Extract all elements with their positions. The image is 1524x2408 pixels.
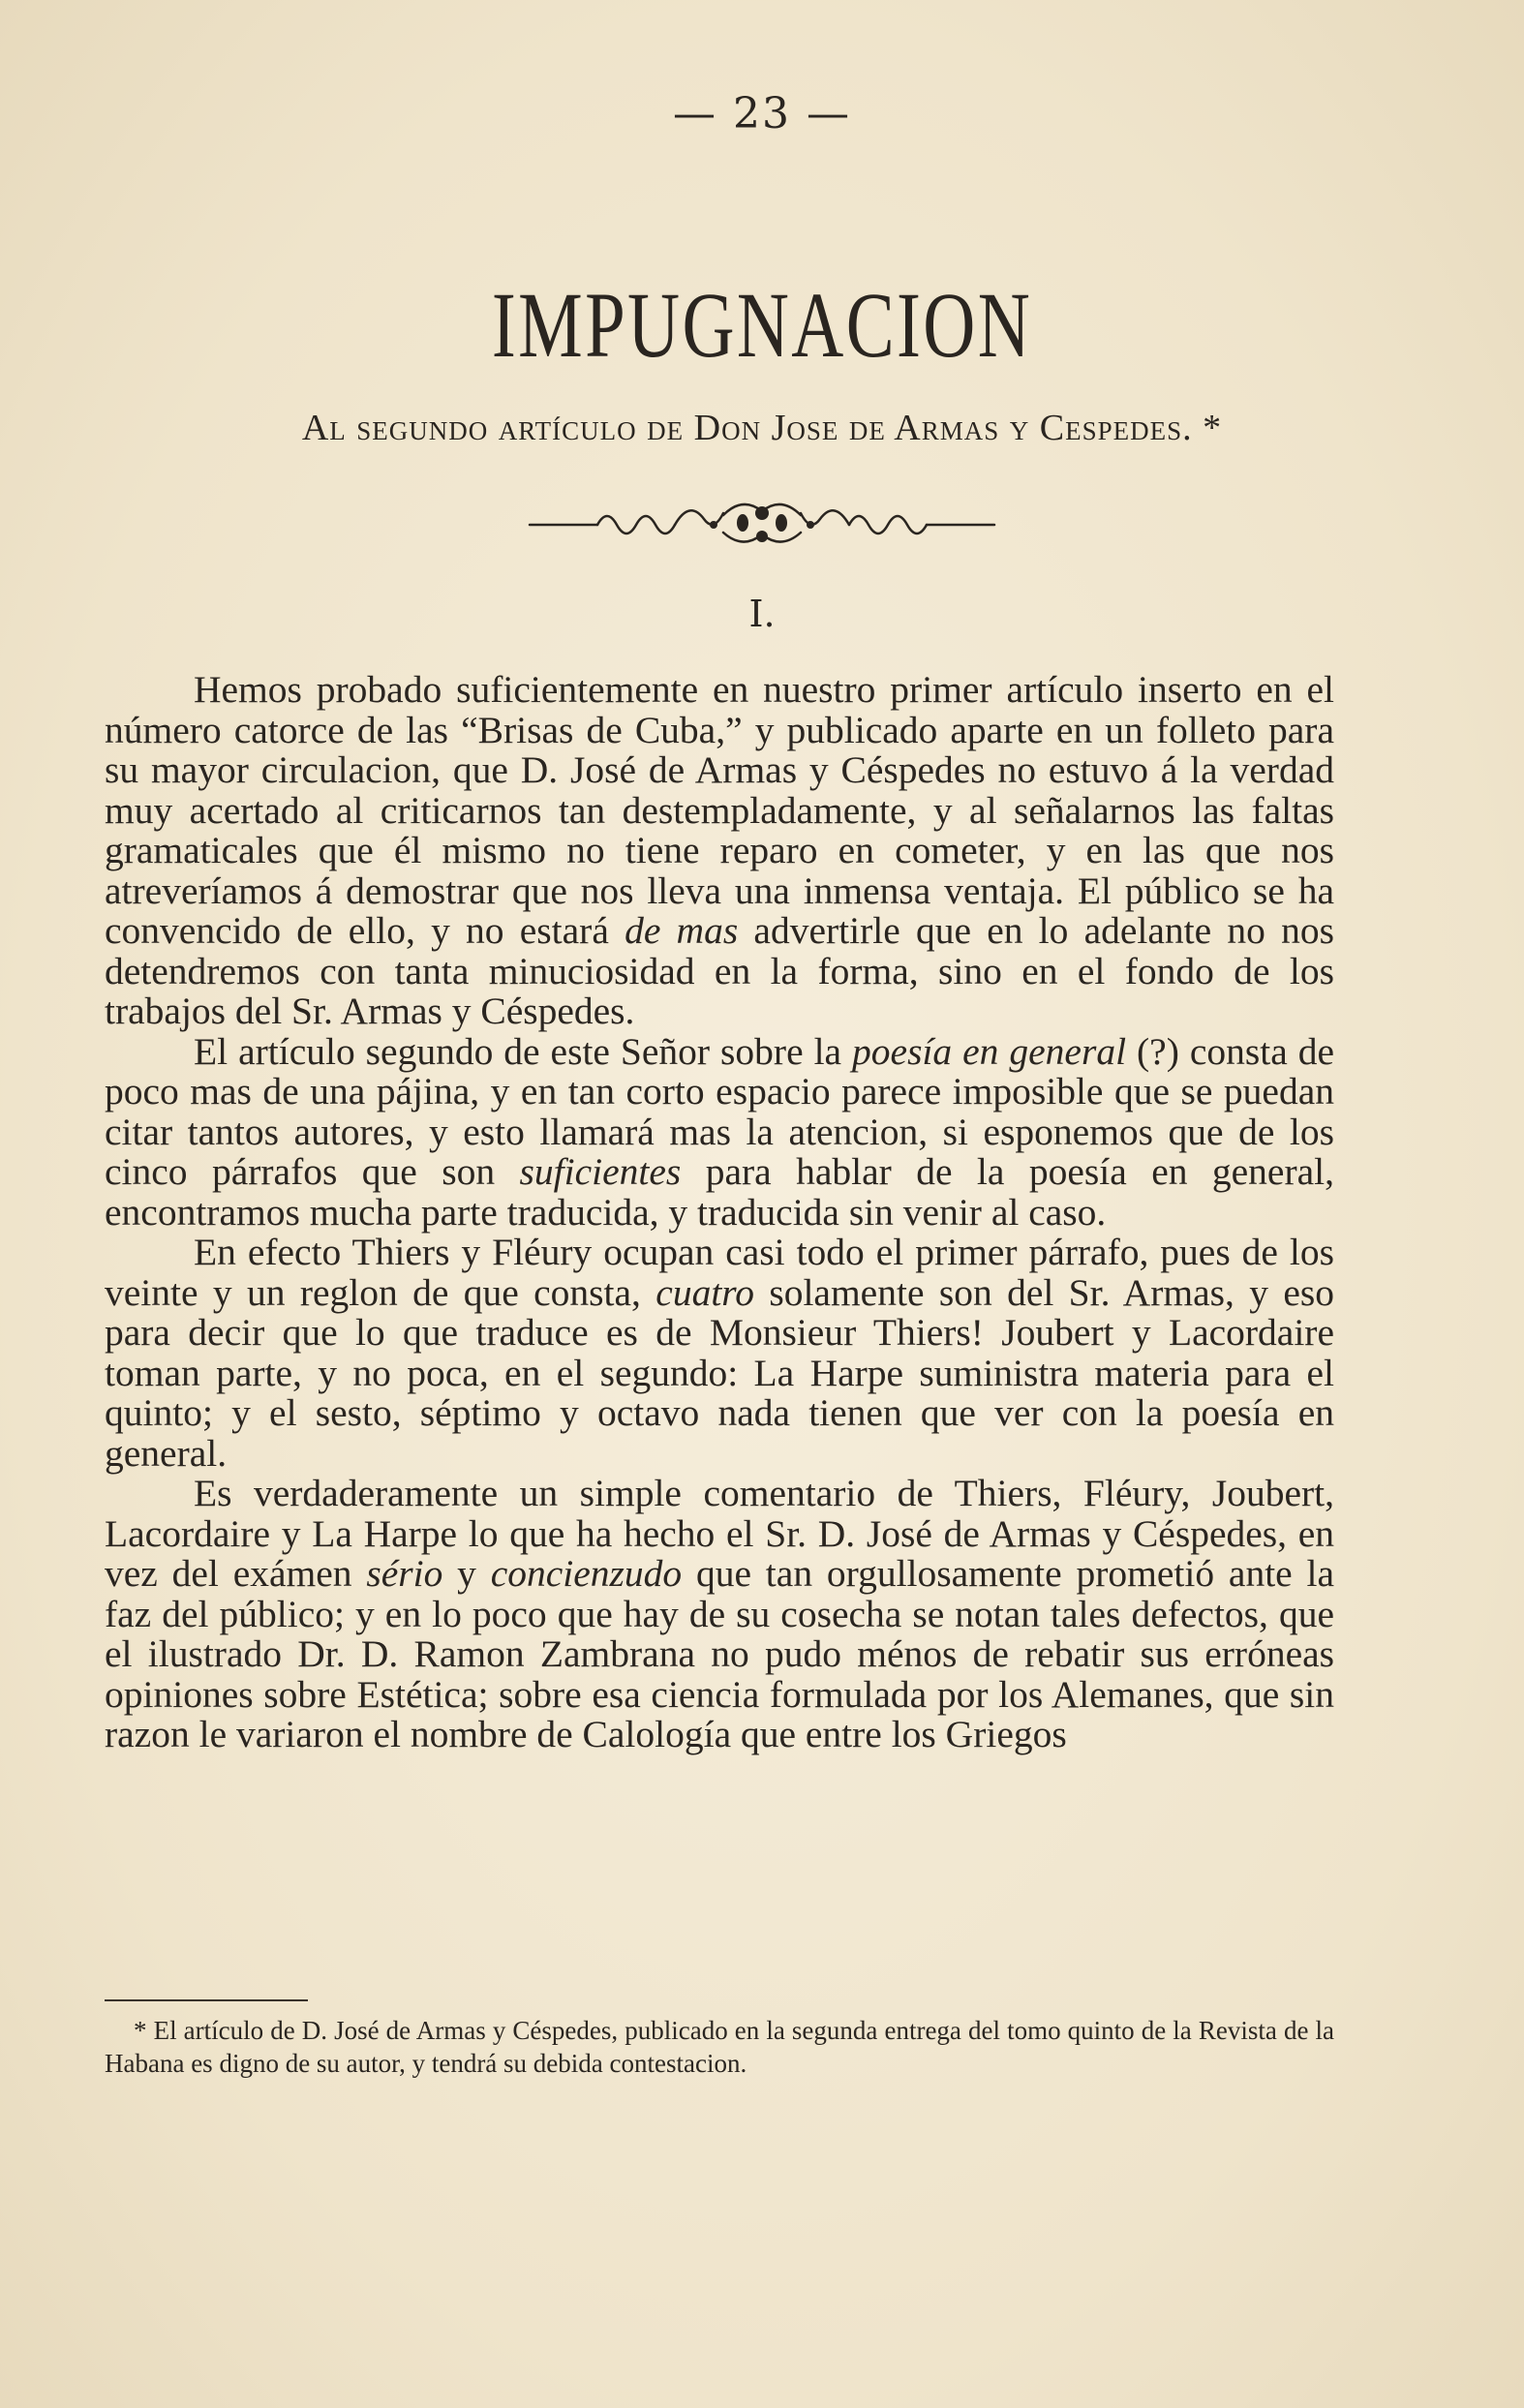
- footnote: * El artículo de D. José de Armas y Céspedes, publicado en la segunda entrega del tomo quinto de la Revista de la Habana es digno de su autor, y tendrá su debida contestacion.: [105, 2016, 1334, 2078]
- decorative-ornament-icon: [520, 494, 1004, 552]
- paragraph: El artículo segundo de este Señor sobre la poesía en general (?) consta de poco mas de una pájina, y en tan corto espacio parece imposible que se puedan citar tantos autores, y esto llamará mas la atencion, si esponemos que de los cinco párrafos que son suficientes para hablar de la poesía en general, encontramos mucha parte traducida, y traducida sin venir al caso.: [105, 1029, 1334, 1234]
- paragraph: Es verdaderamente un simple comentario de Thiers, Fléury, Joubert, Lacordaire y La Harpe lo que ha hecho el Sr. D. José de Armas y Céspedes, en vez del exámen sério y concienzudo que tan orgullosamente prometió ante la faz del público; y en lo poco que hay de su cosecha se notan tales defectos, que el ilustrado Dr. D. Ramon Zambrana no pudo ménos de rebatir sus erróneas opiniones sobre Estética; sobre esa ciencia formulada por los Alemanes, que sin razon le variaron el nombre de Calología que entre los Griegos: [105, 1472, 1335, 1755]
- page-title: IMPUGNACION: [491, 273, 1033, 377]
- footnote-divider: [105, 1999, 308, 2001]
- paragraph: En efecto Thiers y Fléury ocupan casi todo el primer párrafo, pues de los veinte y un reglon de que consta, cuatro solamente son del Sr. Armas, y eso para decir que lo que traduce es de Monsieur Thiers! Joubert y Lacordaire toman parte, y no poca, en el segundo: La Harpe suministra materia para el quinto; y el sesto, séptimo y octavo nada tienen que ver con la poesía en general.: [105, 1231, 1334, 1475]
- page-subtitle: Al segundo artículo de Don Jose de Armas y Cespedes. *: [301, 408, 1223, 448]
- paragraph: Hemos probado suficientemente en nuestro primer artículo inserto en el número catorce de las “Brisas de Cuba,” y publicado aparte en un folleto para su mayor circulacion, que D. José de Armas y Céspedes no estuvo á la verdad muy acertado al criticarnos tan destempladamente, y al señalarnos las faltas gramaticales que él mismo no tiene reparo en cometer, y en las que nos atreveríamos á demostrar que nos lleva una inmensa ventaja. El público se ha convencido de ello, y no estará de mas advertirle que en lo adelante no nos detendremos con tanta minuciosidad en la forma, sino en el fondo de los trabajos del Sr. Armas y Céspedes.: [105, 668, 1334, 1032]
- page-number: — 23 —: [673, 89, 851, 138]
- body-text: [105, 670, 1334, 1755]
- section-numeral: I.: [748, 593, 776, 635]
